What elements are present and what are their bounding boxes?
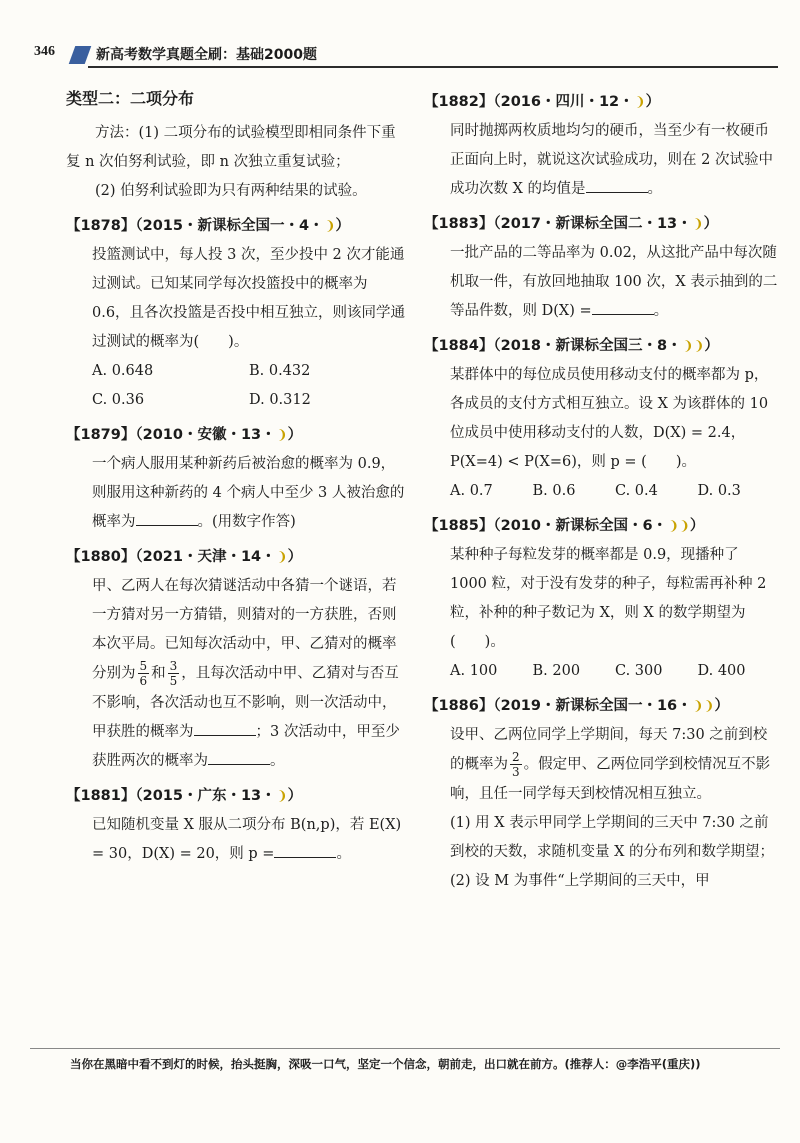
difficulty-moon-icon: ❩ <box>634 95 646 110</box>
problem-body <box>424 721 780 809</box>
page-number: 346 <box>34 44 55 59</box>
part-1: (1) 用 X 表示甲同学上学期间的三天中 7:30 之前到校的天数，求随机变量 X 的分布列和数学期望； <box>450 814 775 860</box>
fraction <box>138 659 150 688</box>
option-a: A. 0.7 <box>450 483 493 499</box>
option-d: D. 0.3 <box>697 483 741 499</box>
problem-source: （2015・新课标全国一・4・ <box>135 218 324 234</box>
problem-body: 某群体中的每位成员使用移动支付的概率都为 p，各成员的支付方式相互独立。设 X 为该群体的 10 位成员中使用移动支付的人数，D(X) = 2.4，P(X=4) < P(X=6)，则 p = ( )。 <box>450 367 769 470</box>
left-column <box>66 86 406 869</box>
option-c: C. 0.4 <box>615 483 658 499</box>
part-2: (2) 设 M 为事件“上学期间的三天中，甲 <box>450 872 710 889</box>
problem-header: 【1883】（2017・新课标全国二・13・❩） <box>424 216 719 232</box>
problem-header: 【1881】（2015・广东・13・❩） <box>66 787 303 804</box>
problem-1884 <box>424 332 780 506</box>
numerator: 2 <box>512 750 520 764</box>
problem-source: （2021・天津・14・ <box>135 549 276 565</box>
problem-id: 【1878】 <box>66 218 136 234</box>
options <box>424 657 780 686</box>
numerator: 3 <box>169 659 178 673</box>
body-text: 同时抛掷两枚质地均匀的硬币，当至少有一枚硬币正面向上时，就说这次试验成功，则在 2 次试验中成功次数 X 的均值是 <box>450 123 773 197</box>
option-b: B. 0.6 <box>532 483 576 499</box>
problem-header: 【1886】（2019・新课标全国一・16・❩❩） <box>424 698 729 714</box>
problem-source: （2016・四川・12・ <box>493 94 634 110</box>
header-badge <box>69 46 92 64</box>
section-title: 类型二：二项分布 <box>66 89 195 108</box>
difficulty-moon-icon: ❩❩ <box>682 339 705 354</box>
option-a: A. 0.648 <box>92 363 154 379</box>
problem-body <box>66 811 406 869</box>
problem-1881 <box>66 782 406 869</box>
problem-body <box>66 450 406 537</box>
difficulty-moon-icon: ❩❩ <box>692 699 715 714</box>
problem-body <box>424 117 780 204</box>
problem-source: （2010・安徽・13・ <box>135 427 276 443</box>
denominator: 5 <box>169 674 178 688</box>
answer-blank <box>586 175 648 193</box>
body-text: 。假定甲、乙两位同学到校情况互不影响，且任一同学每天到校情况相互独立。 <box>450 756 771 802</box>
body-text: 设甲、乙两位同学上学期间，每天 7:30 之前到校的概率为 <box>450 727 768 773</box>
problem-1880 <box>66 543 406 776</box>
fraction <box>168 659 180 688</box>
problem-header: 【1882】（2016・四川・12・❩） <box>424 94 661 110</box>
denominator: 6 <box>139 674 148 688</box>
problem-body: 某种种子每粒发芽的概率都是 0.9，现播种了 1000 粒，对于没有发芽的种子，每粒需再补种 2 粒，补种的种子数记为 X，则 X 的数学期望为( )。 <box>450 547 767 650</box>
problem-1886 <box>424 692 780 896</box>
difficulty-moon-icon: ❩❩ <box>668 519 690 534</box>
option-c: C. 0.36 <box>92 392 145 408</box>
body-text: 。 <box>647 181 663 197</box>
body-text: 已知随机变量 X 服从二项分布 B(n,p)，若 E(X) = 30，D(X) = 20，则 p = <box>92 816 402 862</box>
body-text: 和 <box>151 665 166 682</box>
option-b: B. 200 <box>532 663 581 679</box>
problem-id: 【1880】 <box>66 549 136 565</box>
problem-body <box>66 572 406 776</box>
option-a: A. 100 <box>450 663 498 679</box>
body-text: 。(用数字作答) <box>197 514 296 530</box>
problem-id: 【1881】 <box>66 787 136 804</box>
problem-body: 投篮测试中，每人投 3 次，至少投中 2 次才能通过测试。已知某同学每次投篮投中的概率为 0.6，且各次投篮是否投中相互独立，则该同学通过测试的概率为( )。 <box>92 247 406 350</box>
problem-source: （2017・新课标全国二・13・ <box>493 216 692 232</box>
problem-id: 【1886】 <box>424 698 494 714</box>
right-column <box>424 88 780 896</box>
book-title: 新高考数学真题全刷：基础2000题 <box>96 47 317 63</box>
body-text: 甲、乙两人在每次猜谜活动中各猜一个谜语，若一方猜对另一方猜错，则猜对的一方获胜，否则本次平局。已知每次活动中，甲、乙猜对的概率分别为 <box>92 578 397 682</box>
problem-id: 【1885】 <box>424 518 494 534</box>
body-text: ，且每次活动中甲、乙猜对与否互不影响，各次活动也互不影响，则一次活动中，甲获胜的概率为 <box>92 665 399 740</box>
body-text: 一个病人服用某种新药后被治愈的概率为 0.9，则服用这种新药的 4 个病人中至少 3 人被治愈的概率为 <box>92 456 405 530</box>
problem-id: 【1882】 <box>424 94 494 110</box>
difficulty-moon-icon: ❩ <box>324 219 336 234</box>
difficulty-moon-icon: ❩ <box>276 550 288 565</box>
numerator: 5 <box>139 659 148 673</box>
problem-header: 【1878】（2015・新课标全国一・4・❩） <box>66 218 350 234</box>
options <box>424 477 780 506</box>
answer-blank <box>194 718 256 736</box>
problem-1885 <box>424 512 780 686</box>
answer-blank <box>136 508 198 526</box>
problem-header: 【1885】（2010・新课标全国・6・❩❩） <box>424 518 705 534</box>
problem-1883 <box>424 210 780 326</box>
option-d: D. 400 <box>697 663 746 679</box>
problem-source: （2019・新课标全国一・16・ <box>493 698 692 714</box>
body-text: ；3 次活动中，甲至少获胜两次的概率为 <box>92 723 400 769</box>
difficulty-moon-icon: ❩ <box>276 788 288 804</box>
method-2: (2) 伯努利试验即为只有两种结果的试验。 <box>95 183 367 199</box>
fraction <box>510 750 522 779</box>
footer-quote: 当你在黑暗中看不到灯的时候，抬头挺胸，深吸一口气，坚定一个信念，朝前走，出口就在前方。(推荐人：@李浩平(重庆)) <box>70 1057 701 1071</box>
option-b: B. 0.432 <box>249 363 311 379</box>
problem-id: 【1883】 <box>424 216 494 232</box>
option-c: C. 300 <box>615 663 663 679</box>
problem-body <box>424 239 780 326</box>
option-d: D. 0.312 <box>249 392 311 408</box>
problem-id: 【1884】 <box>424 338 494 354</box>
problem-source: （2018・新课标全国三・8・ <box>493 338 682 354</box>
problem-1878 <box>66 212 406 415</box>
body-text: 。 <box>336 845 351 862</box>
denominator: 3 <box>512 765 520 779</box>
header-rule <box>88 66 778 68</box>
problem-id: 【1879】 <box>66 427 136 443</box>
difficulty-moon-icon: ❩ <box>276 428 288 443</box>
answer-blank <box>208 747 270 765</box>
method-1: 方法：(1) 二项分布的试验模型即相同条件下重复 n 次伯努利试验，即 n 次独立重复试验； <box>66 125 396 170</box>
body-text: 。 <box>653 303 669 319</box>
problem-1879 <box>66 421 406 537</box>
answer-blank <box>274 840 336 858</box>
body-text: 一批产品的二等品率为 0.02，从这批产品中每次随机取一件，有放回地抽取 100 次，X 表示抽到的二等品件数，则 D(X) = <box>450 245 778 319</box>
body-text: 。 <box>270 752 285 769</box>
problem-1882 <box>424 88 780 204</box>
difficulty-moon-icon: ❩ <box>692 217 704 232</box>
problem-header: 【1880】（2021・天津・14・❩） <box>66 549 303 565</box>
answer-blank <box>592 297 654 315</box>
problem-header: 【1879】（2010・安徽・13・❩） <box>66 427 303 443</box>
problem-source: （2015・广东・13・ <box>135 787 276 804</box>
footer-rule <box>30 1048 780 1049</box>
problem-source: （2010・新课标全国・6・ <box>493 518 668 534</box>
options <box>66 357 406 415</box>
problem-header: 【1884】（2018・新课标全国三・8・❩❩） <box>424 338 719 354</box>
